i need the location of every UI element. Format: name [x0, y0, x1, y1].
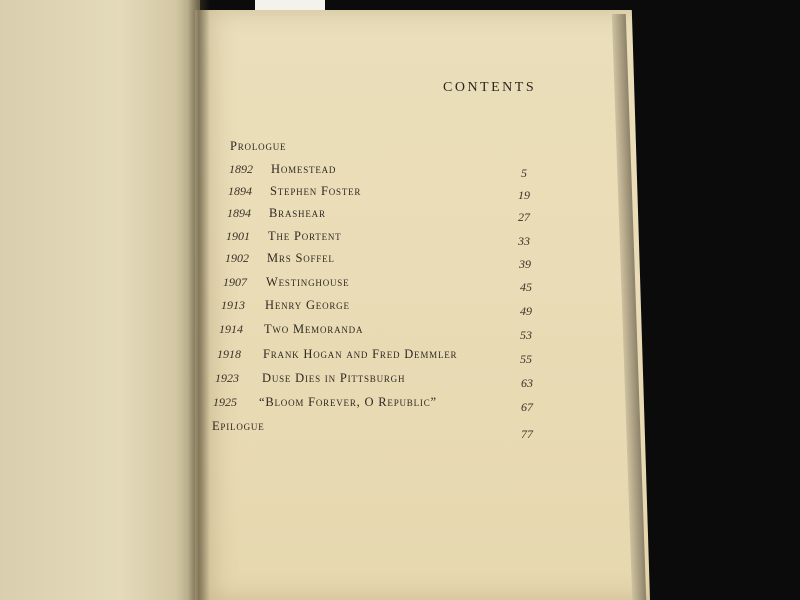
toc-year: 1925 — [213, 395, 237, 409]
toc-page: 63 — [521, 376, 533, 390]
toc-title: Westinghouse — [266, 275, 350, 289]
left-page — [0, 0, 200, 600]
toc-page: 45 — [520, 280, 532, 294]
toc-page: 19 — [518, 188, 530, 202]
toc-page: 33 — [518, 234, 530, 248]
prologue-label: Prologue — [230, 139, 287, 153]
toc-year: 1894 — [228, 184, 252, 198]
epilogue-label: Epilogue — [212, 419, 265, 433]
book-gutter — [188, 0, 210, 600]
epilogue-page: 77 — [521, 427, 533, 441]
toc-page: 67 — [521, 400, 533, 414]
toc-year: 1913 — [221, 298, 245, 312]
toc-year: 1914 — [219, 322, 243, 336]
paper-scrap — [255, 0, 325, 10]
toc-year: 1894 — [227, 206, 251, 220]
toc-page: 49 — [520, 304, 532, 318]
toc-page: 55 — [520, 352, 532, 366]
toc-title: Mrs Soffel — [267, 251, 335, 265]
toc-year: 1923 — [215, 371, 239, 385]
toc-page: 39 — [519, 257, 531, 271]
toc-title: Duse Dies in Pittsburgh — [262, 371, 406, 385]
toc-title: Stephen Foster — [270, 184, 362, 198]
toc-title: Brashear — [269, 206, 326, 220]
toc-title: Frank Hogan and Fred Demmler — [263, 347, 458, 361]
toc-year: 1907 — [223, 275, 247, 289]
toc-title: The Portent — [268, 229, 342, 243]
toc-title: Henry George — [265, 298, 350, 312]
toc-year: 1901 — [226, 229, 250, 243]
toc-page: 5 — [521, 166, 527, 180]
toc-title: Homestead — [271, 162, 337, 176]
right-page — [195, 10, 650, 600]
toc-year: 1918 — [217, 347, 241, 361]
toc-title: Two Memoranda — [264, 322, 364, 336]
toc-year: 1892 — [229, 162, 253, 176]
toc-year: 1902 — [225, 251, 249, 265]
toc-page: 27 — [518, 210, 530, 224]
toc-page: 53 — [520, 328, 532, 342]
toc-title: “Bloom Forever, O Republic” — [259, 395, 437, 409]
contents-title: CONTENTS — [443, 80, 537, 95]
